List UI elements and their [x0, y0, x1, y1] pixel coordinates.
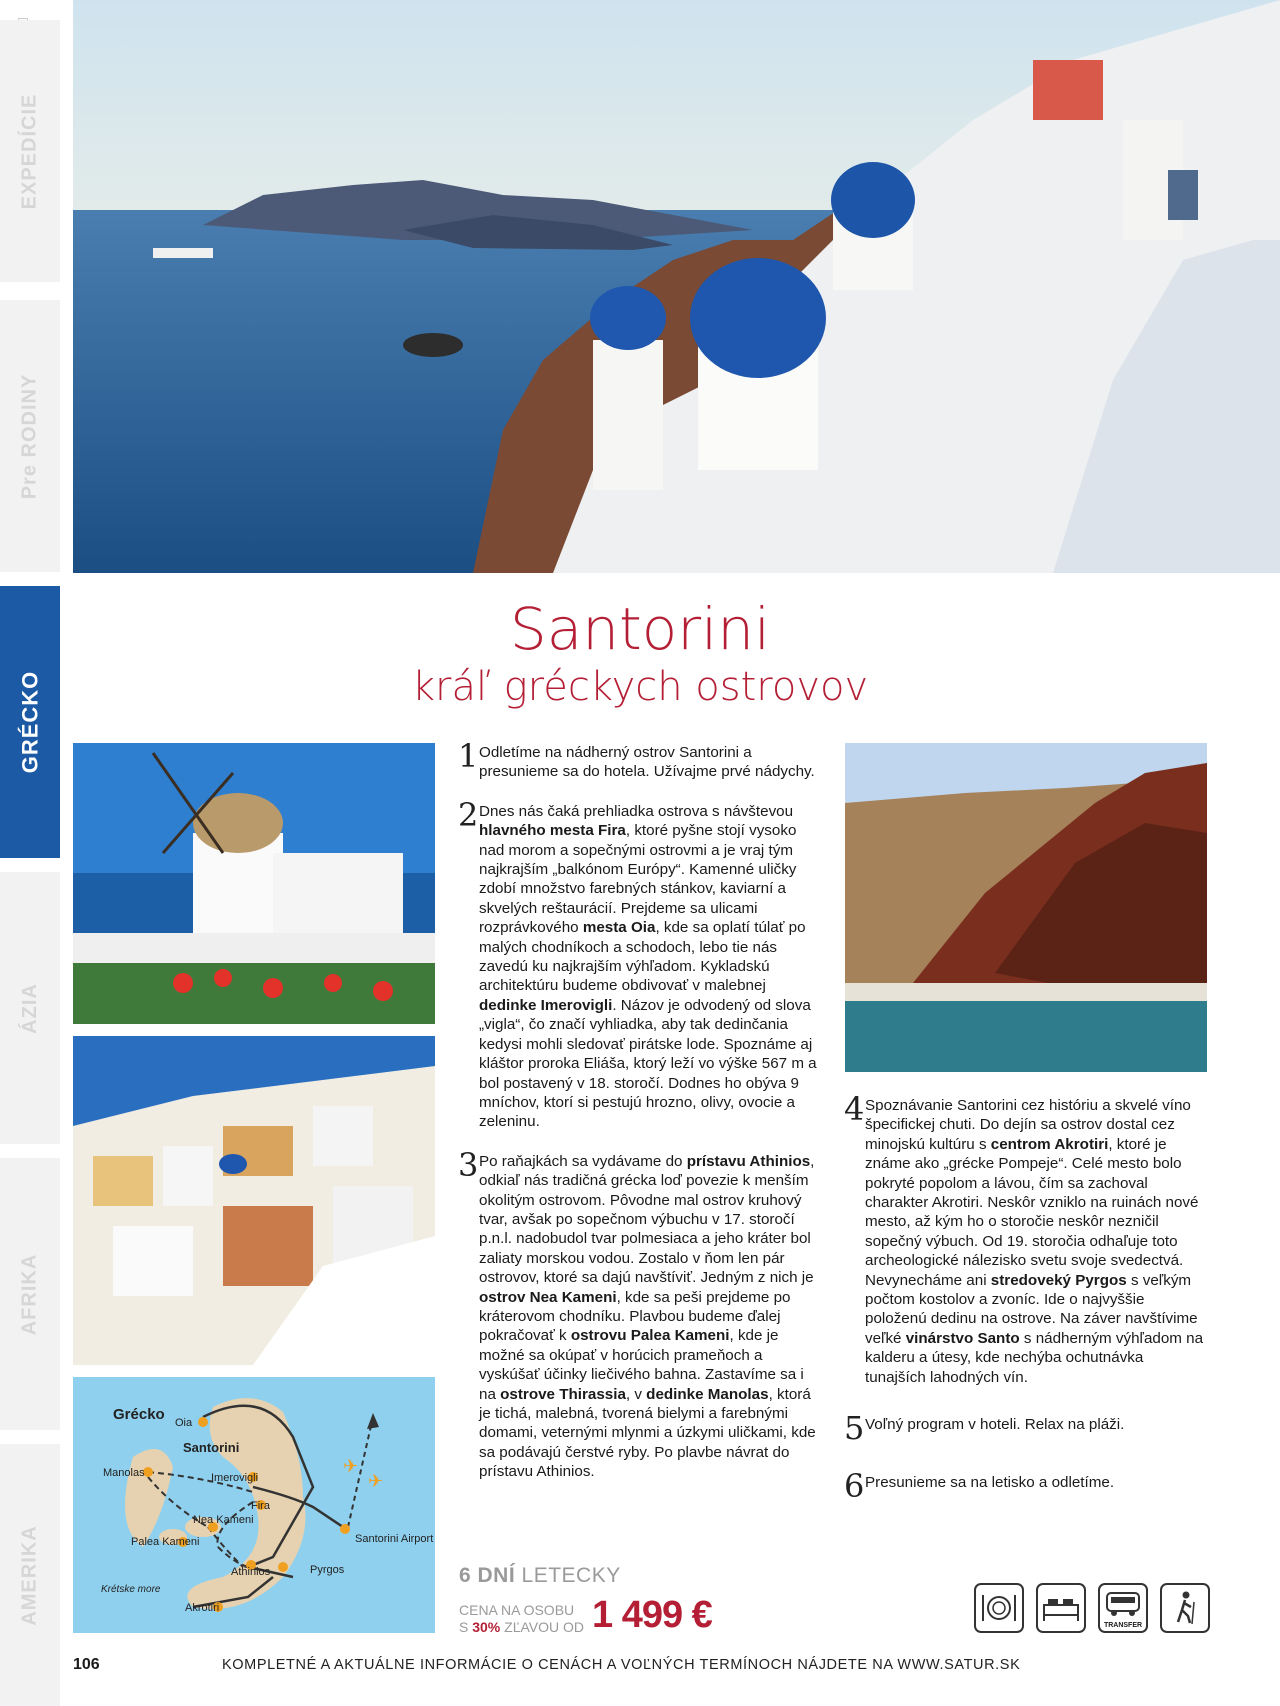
- side-navigation: [0, 0, 60, 1706]
- map-label-oia: Oia: [175, 1417, 193, 1429]
- map-label-airport: Santorini Airport: [355, 1533, 434, 1545]
- tab-grecko[interactable]: GRÉCKO: [0, 586, 60, 858]
- day-number: 3: [458, 1145, 479, 1184]
- day-number: 2: [458, 795, 479, 834]
- price-label: CENA NA OSOBU S 30% ZĽAVOU OD: [459, 1602, 585, 1635]
- svg-text:✈: ✈: [368, 1471, 384, 1491]
- map-label-nea-kameni: Nea Kameni: [193, 1514, 254, 1526]
- photo-windmill: [73, 743, 435, 1024]
- map-label-island: Santorini: [183, 1440, 240, 1455]
- itinerary-day-1: 1 Odletíme na nádherný ostrov Santorini a presunieme sa do hotela. Užívajme prvé nádychy.: [458, 737, 815, 781]
- tab-azia[interactable]: ÁZIA: [0, 872, 60, 1144]
- photo-red-beach: [845, 743, 1207, 1072]
- tab-expedicie[interactable]: EXPEDÍCIE: [0, 20, 60, 282]
- title-main: Santorini: [509, 595, 771, 663]
- price-value: 1 499 €: [592, 1594, 712, 1636]
- day-number: 5: [844, 1409, 865, 1448]
- price-box: [459, 1564, 712, 1636]
- santorini-map: [73, 1377, 435, 1633]
- title-subtitle: kráľ gréckych ostrovov: [411, 664, 869, 710]
- itinerary-day-6: 6 Presunieme sa na letisko a odletíme.: [844, 1466, 1115, 1505]
- map-label-fira: Fira: [251, 1500, 270, 1512]
- map-label-akrotiri: Akrotiri: [185, 1602, 220, 1614]
- hero-photo-oia: [73, 0, 1280, 573]
- service-icons: [974, 1583, 1210, 1633]
- map-label-imerovigli: Imerovigli: [211, 1472, 259, 1484]
- footer-info: KOMPLETNÉ A AKTUÁLNE INFORMÁCIE O CENÁCH A VOĽNÝCH TERMÍNOCH NÁJDETE NA WWW.SATUR.SK: [222, 1657, 1021, 1673]
- day-number: 4: [844, 1090, 865, 1128]
- tab-pre-rodiny[interactable]: Pre RODINY: [0, 300, 60, 572]
- page-number: 106: [73, 1656, 100, 1673]
- itinerary-column-1: [458, 737, 821, 1502]
- itinerary-column-2: [844, 1090, 1207, 1512]
- tab-afrika[interactable]: AFRIKA: [0, 1158, 60, 1430]
- tab-amerika[interactable]: AMERIKA: [0, 1444, 60, 1706]
- itinerary-day-2: 2 Dnes nás čaká prehliadka ostrova s návštevou hlavného mesta Fira, ktoré pyšne stojí vysoko nad morom a sopečnými ostrovmi a je vraj tým najkrajším „balkónom Európy“. Kamenné uličky zdobí množstvo farebných stánkov, kaviarní a skvelých reštaurácií. Prejdeme sa ulicami rozprávkového mesta Oia, kde sa oplatí túlať po malých chodníkoch a schodoch, lebo tie nás zavedú ku najkrajším výhľadom. Kykladskú architektúru budeme obdivovať v malebnej dedinke Imerovigli. Názov je odvodený od slova „vigla“, čo značí vyhliadka, aby tak dedinčania kedysi mohli sledovať pirátske lode. Spoznáme aj kláštor proroka Eliáša, ktorý leží vo výške 567 m a bol postavený v 18. storočí. Dodnes ho obýva 9 mníchov, ktorí si pestujú hrozno, olivy, ovocie a zeleninu.: [458, 795, 817, 1131]
- page-footer: [0, 1656, 1280, 1676]
- photo-fira-village: [73, 1036, 435, 1365]
- itinerary-day-4: 4 Spoznávanie Santorini cez históriu a skvelé víno špecifickej chuti. Do dejín sa ostrov dostal cez minojskú kultúru s centrom Akrotiri, ktoré je známe ako „grécke Pompeje“. Celé mesto bolo pokryté popolom a lávou, čím sa zachoval charakter Akrotiri. Neskôr vzniklo na ruinách nové mesto, až kým ho o storočie neskôr nezničil sopečný výbuch. Od 19. storočia odhaľuje toto archeologické nálezisko svetu svoje svedectvá. Nevynecháme ani stredoveký Pyrgos s veľkým počtom kostolov a zvoníc. Ide o najvyššie položenú dedinu na ostrove. Na záver navštívime veľké vinárstvo Santo s nádherným výhľadom na kalderu a útesy, kde nechýba ochutnávka tunajších lahodných vín.: [844, 1090, 1204, 1386]
- hiking-icon: [1160, 1583, 1210, 1633]
- itinerary-day-5: 5 Voľný program v hoteli. Relax na pláži.: [844, 1409, 1125, 1448]
- page-title: [400, 596, 880, 712]
- map-label-athinios: Athinios: [231, 1566, 271, 1578]
- day-number: 6: [844, 1466, 865, 1505]
- map-label-sea: Krétske more: [101, 1584, 161, 1595]
- map-label-manolas: Manolas: [103, 1467, 145, 1479]
- map-label-pyrgos: Pyrgos: [310, 1564, 345, 1576]
- transfer-bus-icon: TRANSFER: [1098, 1583, 1148, 1633]
- svg-text:✈: ✈: [343, 1456, 359, 1476]
- bed-icon: [1036, 1583, 1086, 1633]
- trip-duration: 6 DNÍ LETECKY: [459, 1564, 621, 1587]
- map-label-palea-kameni: Palea Kameni: [131, 1536, 200, 1548]
- day-number: 1: [458, 737, 479, 775]
- meals-icon: [974, 1583, 1024, 1633]
- itinerary-day-3: 3 Po raňajkách sa vydávame do prístavu Athinios, odkiaľ nás tradičná grécka loď povezie k menším okolitým ostrovom. Pôvodne mal ostrov kruhový tvar, avšak po sopečnom výbuchu v 17. storočí p.n.l. nadobudol tvar polmesiaca a jeho kráter bol zaliaty morskou vodou. Zostalo v ňom len pár ostrovov, ktoré sa dajú navštíviť. Jedným z nich je ostrov Nea Kameni, kde sa peši prejdeme po kráterovom chodníku. Plavbou budeme ďalej pokračovať k ostrovu Palea Kameni, kde je možné sa okúpať v horúcich prameňoch a vyskúšať účinky liečivého bahna. Zastavíme sa i na ostrove Thirassia, v dedinke Manolas, ktorá je tichá, malebná, tvorená bielymi a farebnými domami, veternými mlynmi a úzkymi uličkami, kde sa podávajú čerstvé ryby. Po plavbe návrat do prístavu Athinios.: [458, 1145, 816, 1481]
- map-label-country: Grécko: [113, 1406, 165, 1423]
- discount-percent: 30%: [472, 1619, 501, 1635]
